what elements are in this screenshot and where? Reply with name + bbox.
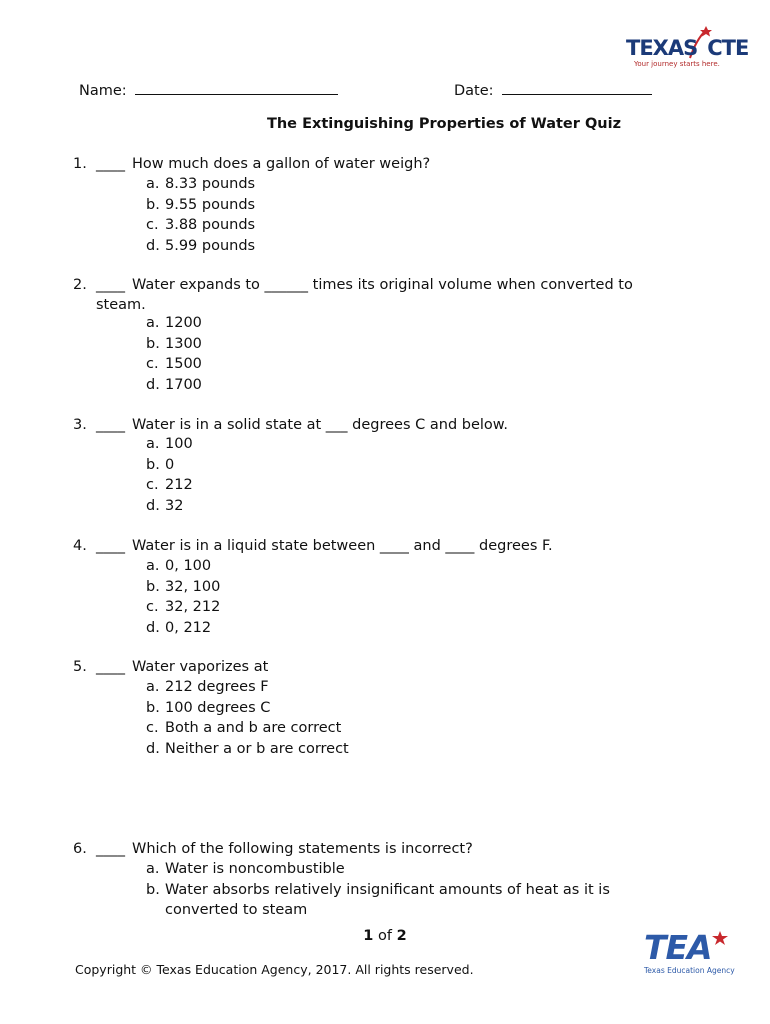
option-a bbox=[146, 313, 666, 334]
question-2-options bbox=[146, 313, 666, 395]
option-text: 212 degrees F bbox=[165, 679, 269, 695]
question-5-options bbox=[146, 677, 666, 759]
option-letter: c. bbox=[146, 599, 159, 615]
option-letter: d. bbox=[146, 619, 160, 636]
option-text: 3.88 pounds bbox=[165, 217, 256, 233]
answer-blank[interactable]: ____ bbox=[96, 538, 125, 554]
question-5 bbox=[73, 657, 673, 677]
option-text: 5.99 pounds bbox=[165, 237, 256, 254]
option-a bbox=[146, 556, 666, 577]
logo-text-cte: CTE bbox=[707, 36, 749, 60]
option-c bbox=[146, 354, 666, 375]
question-number: 2. bbox=[73, 277, 87, 293]
name-label: Name: bbox=[79, 83, 127, 99]
question-6 bbox=[73, 839, 673, 859]
option-c bbox=[146, 597, 666, 618]
option-text: 32, 212 bbox=[165, 599, 221, 615]
option-letter: b. bbox=[146, 699, 160, 716]
option-letter: c. bbox=[146, 477, 159, 493]
option-text: Water absorbs relatively insignificant amounts of heat as it is converted to steam bbox=[165, 881, 610, 918]
option-text: 100 bbox=[165, 436, 193, 452]
question-number: 5. bbox=[73, 659, 87, 675]
option-b bbox=[146, 698, 666, 719]
option-text: 100 degrees C bbox=[165, 699, 271, 716]
question-text: Water vaporizes at bbox=[132, 659, 269, 675]
option-letter: c. bbox=[146, 720, 159, 736]
option-b bbox=[146, 334, 666, 355]
tea-logo-subtext: Texas Education Agency bbox=[644, 966, 735, 975]
option-letter: d. bbox=[146, 376, 160, 393]
question-text: Water is in a solid state at ___ degrees C and below. bbox=[132, 417, 508, 433]
answer-blank[interactable]: ____ bbox=[96, 156, 125, 172]
option-d bbox=[146, 496, 666, 517]
option-text: 1300 bbox=[165, 335, 202, 352]
option-text: 1700 bbox=[165, 376, 202, 393]
question-1 bbox=[73, 154, 673, 174]
question-4 bbox=[73, 536, 673, 556]
option-text: 9.55 pounds bbox=[165, 196, 256, 213]
option-letter: c. bbox=[146, 217, 159, 233]
question-text: How much does a gallon of water weigh? bbox=[132, 156, 431, 172]
texas-cte-logo bbox=[626, 26, 749, 74]
option-c bbox=[146, 475, 666, 496]
option-letter: d. bbox=[146, 497, 160, 514]
option-b bbox=[146, 880, 636, 921]
option-text: 1500 bbox=[165, 356, 202, 372]
question-6-options bbox=[146, 859, 636, 921]
page-total: 2 bbox=[396, 928, 407, 944]
option-a bbox=[146, 677, 666, 698]
question-text-continued: steam. bbox=[96, 297, 146, 313]
option-letter: a. bbox=[146, 176, 160, 192]
question-2 bbox=[73, 275, 673, 315]
option-letter: b. bbox=[146, 196, 160, 213]
option-text: 32 bbox=[165, 497, 184, 514]
option-text: 8.33 pounds bbox=[165, 176, 256, 192]
quiz-title: The Extinguishing Properties of Water Quiz bbox=[266, 116, 622, 132]
question-number: 6. bbox=[73, 841, 87, 857]
option-letter: a. bbox=[146, 679, 160, 695]
option-text: Neither a or b are correct bbox=[165, 740, 349, 757]
copyright-text: Copyright © Texas Education Agency, 2017. All rights reserved. bbox=[75, 962, 474, 977]
option-d bbox=[146, 618, 666, 639]
option-b bbox=[146, 455, 666, 476]
page-current: 1 bbox=[363, 928, 374, 944]
question-3 bbox=[73, 415, 673, 435]
option-a bbox=[146, 859, 636, 880]
date-label: Date: bbox=[454, 83, 494, 99]
option-text: Water is noncombustible bbox=[165, 861, 345, 877]
question-number: 3. bbox=[73, 417, 87, 433]
question-text: Water is in a liquid state between ____ and ____ degrees F. bbox=[132, 538, 553, 554]
option-letter: d. bbox=[146, 740, 160, 757]
option-text: 1200 bbox=[165, 315, 202, 331]
option-c bbox=[146, 215, 666, 236]
answer-blank[interactable]: ____ bbox=[96, 417, 125, 433]
option-letter: d. bbox=[146, 237, 160, 254]
option-text: Both a and b are correct bbox=[165, 720, 342, 736]
option-letter: b. bbox=[146, 335, 160, 352]
option-b bbox=[146, 195, 666, 216]
option-text: 0, 100 bbox=[165, 558, 212, 574]
tea-logo-star-graphic bbox=[710, 930, 730, 946]
page-of: of bbox=[378, 928, 392, 944]
option-d bbox=[146, 375, 666, 396]
question-4-options bbox=[146, 556, 666, 638]
question-number: 4. bbox=[73, 538, 87, 554]
option-letter: c. bbox=[146, 356, 159, 372]
question-1-options bbox=[146, 174, 666, 256]
question-text: Water expands to ______ times its original volume when converted to bbox=[132, 277, 633, 293]
date-field bbox=[454, 80, 652, 99]
question-text: Which of the following statements is incorrect? bbox=[132, 841, 473, 857]
answer-blank[interactable]: ____ bbox=[96, 659, 125, 675]
option-letter: b. bbox=[146, 578, 160, 595]
texas-cte-logo-wordmark bbox=[626, 36, 748, 60]
option-text: 0 bbox=[165, 456, 175, 473]
option-letter: a. bbox=[146, 861, 160, 877]
option-text: 212 bbox=[165, 477, 193, 493]
option-a bbox=[146, 434, 666, 455]
option-text: 0, 212 bbox=[165, 619, 212, 636]
answer-blank[interactable]: ____ bbox=[96, 277, 125, 293]
answer-blank[interactable]: ____ bbox=[96, 841, 125, 857]
logo-tagline: Your journey starts here. bbox=[634, 60, 720, 68]
date-line[interactable] bbox=[502, 80, 652, 95]
name-field bbox=[79, 80, 338, 99]
question-3-options bbox=[146, 434, 666, 516]
option-d bbox=[146, 739, 666, 760]
option-a bbox=[146, 174, 666, 195]
logo-text-texas: TEXAS bbox=[626, 36, 698, 60]
name-line[interactable] bbox=[135, 80, 338, 95]
option-b bbox=[146, 577, 666, 598]
option-d bbox=[146, 236, 666, 257]
option-letter: a. bbox=[146, 315, 160, 331]
option-letter: b. bbox=[146, 456, 160, 473]
question-number: 1. bbox=[73, 156, 87, 172]
tea-logo-wordmark: TEA bbox=[644, 928, 712, 967]
option-text: 32, 100 bbox=[165, 578, 221, 595]
option-letter: a. bbox=[146, 436, 160, 452]
option-letter: a. bbox=[146, 558, 160, 574]
option-c bbox=[146, 718, 666, 739]
option-letter: b. bbox=[146, 881, 160, 898]
tea-logo bbox=[642, 930, 734, 978]
